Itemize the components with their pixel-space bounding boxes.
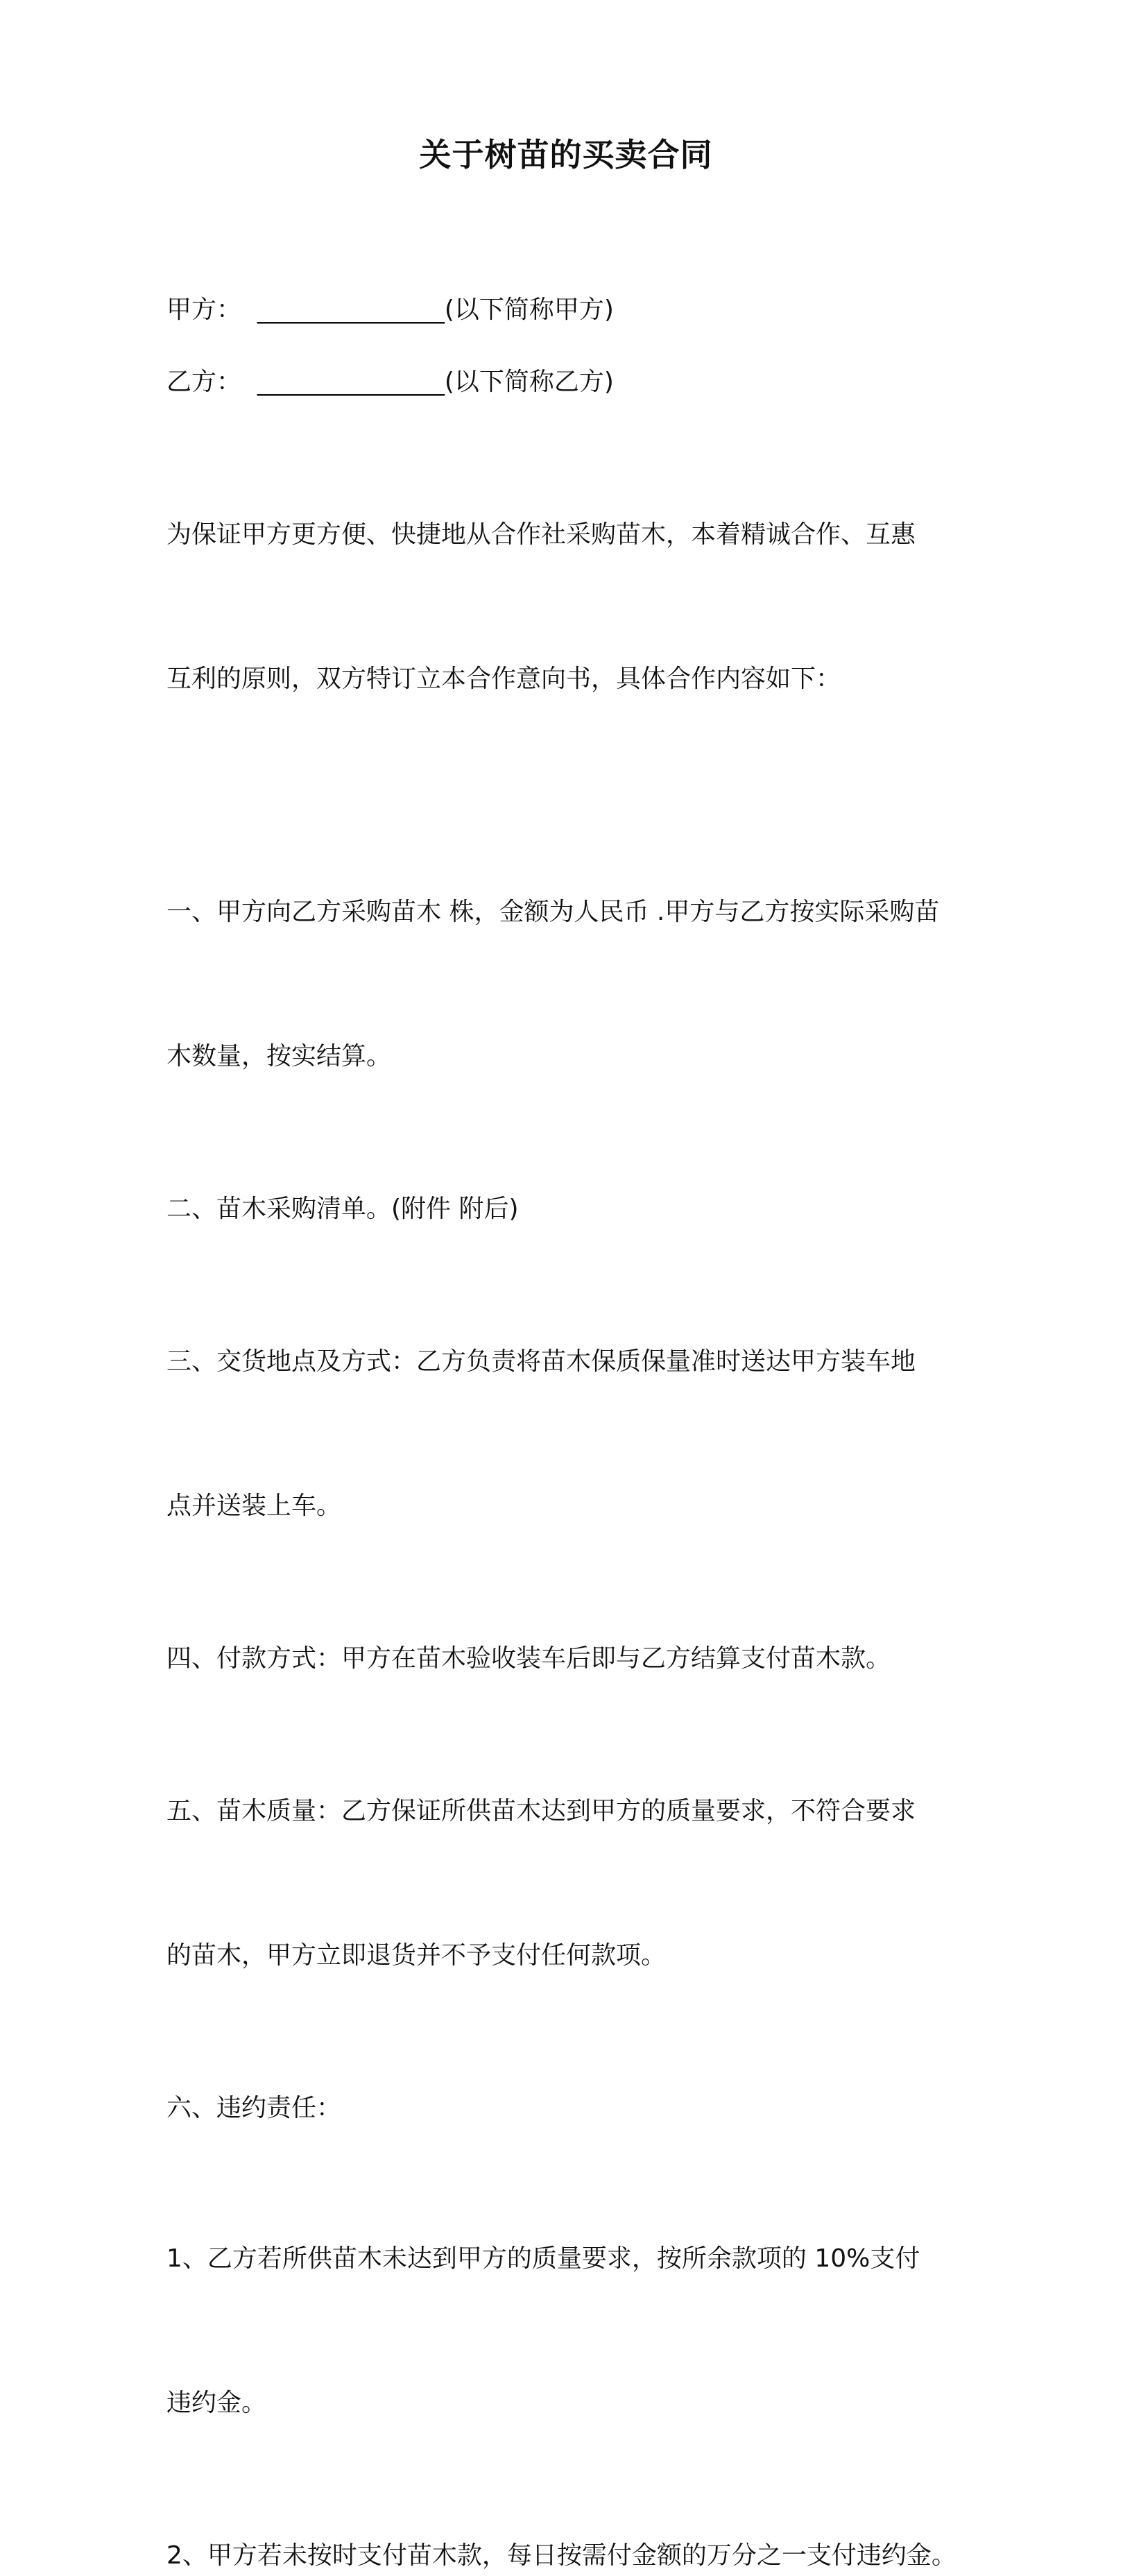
intro-line-2: 互利的原则，双方特订立本合作意向书，具体合作内容如下： (166, 665, 841, 693)
party-a-line: 甲方： _______________(以下简称甲方) (166, 296, 614, 324)
party-b-line: 乙方： _______________(以下简称乙方) (166, 368, 614, 396)
clause-1-line-1: 一、甲方向乙方采购苗木 株，金额为人民币 .甲方与乙方按实际采购苗 (166, 898, 940, 926)
clause-5-line-1: 五、苗木质量：乙方保证所供苗木达到甲方的质量要求，不符合要求 (166, 1797, 916, 1825)
intro-line-1: 为保证甲方更方便、快捷地从合作社采购苗木，本着精诚合作、互惠 (166, 520, 916, 549)
document-title: 关于树苗的买卖合同 (419, 136, 713, 173)
clause-5 (166, 1711, 978, 2056)
clause-1-line-2: 木数量，按实结算。 (166, 1042, 392, 1071)
clause-5-line-2: 的苗木，甲方立即退货并不予支付任何款项。 (166, 1941, 667, 1970)
clause-4: 四、付款方式：甲方在苗木验收装车后即与乙方结算支付苗木款。 (166, 1644, 891, 1673)
clause-1 (166, 812, 978, 1157)
clause-3-line-1: 三、交货地点及方式：乙方负责将苗木保质保量准时送达甲方装车地 (166, 1347, 916, 1376)
clause-6-heading: 六、违约责任： (166, 2094, 342, 2122)
clause-2: 二、苗木采购清单。(附件 附后) (166, 1195, 519, 1223)
document-body (166, 290, 978, 2576)
breach-item-1-line-2: 违约金。 (166, 2389, 267, 2417)
breach-item-2: 2、甲方若未按时支付苗木款，每日按需付金额的万分之一支付违约金。 (166, 2541, 957, 2570)
clause-3 (166, 1261, 978, 1607)
breach-item-1 (166, 2158, 978, 2504)
breach-item-1-line-1: 1、乙方若所供苗木未达到甲方的质量要求，按所余款项的 10%支付 (166, 2244, 920, 2273)
clause-3-line-2: 点并送装上车。 (166, 1492, 342, 1520)
intro-paragraph (166, 434, 978, 780)
